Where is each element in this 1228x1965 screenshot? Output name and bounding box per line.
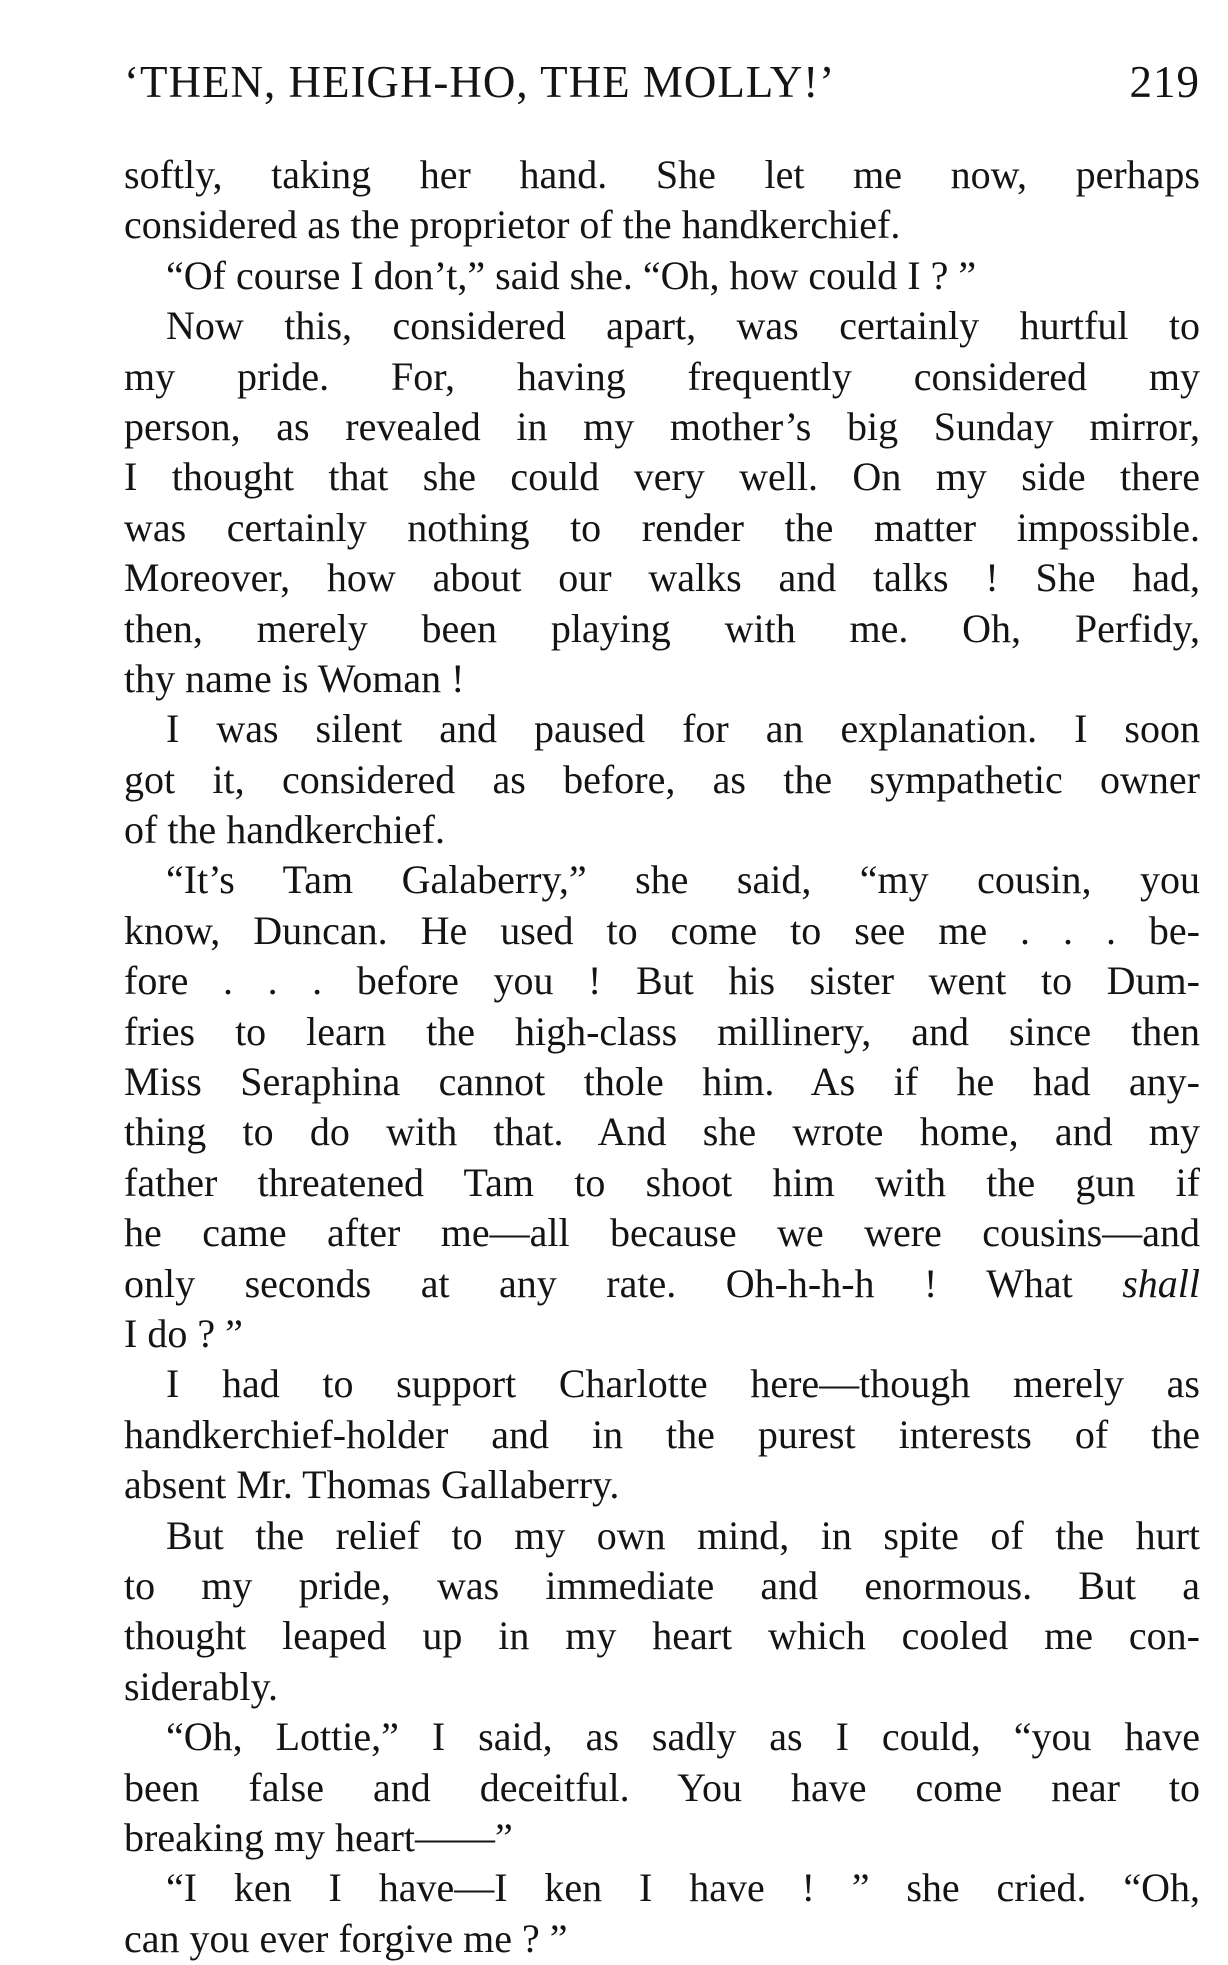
text-line-content: I had to support Charlotte here—though merely as xyxy=(166,1361,1200,1407)
text-line-content: breaking my heart——” xyxy=(124,1814,513,1860)
text-line xyxy=(124,1863,1200,1913)
text-line-content: of the handkerchief. xyxy=(124,807,445,853)
text-line-content: I thought that she could very well. On my side there xyxy=(124,454,1200,500)
text-line-content: absent Mr. Thomas Gallaberry. xyxy=(124,1462,620,1508)
text-line xyxy=(124,1208,1200,1258)
text-line xyxy=(124,1813,1200,1863)
text-line xyxy=(124,150,1200,200)
text-line xyxy=(124,1259,1200,1309)
text-line-content: “Of course I don’t,” said she. “Oh, how could I ? ” xyxy=(166,252,977,298)
text-line-content: know, Duncan. He used to come to see me . . . be- xyxy=(124,907,1200,953)
text-line-content: Miss Seraphina cannot thole him. As if he had any- xyxy=(124,1059,1200,1105)
text-line-content: “Oh, Lottie,” I said, as sadly as I could, “you have xyxy=(166,1714,1200,1760)
text-line-content: considered as the proprietor of the handkerchief. xyxy=(124,202,901,248)
text-line-content: fore . . . before you ! But his sister went to Dum- xyxy=(124,958,1200,1004)
text-line xyxy=(124,805,1200,855)
text-line xyxy=(124,402,1200,452)
text-line xyxy=(124,1107,1200,1157)
text-line xyxy=(124,1359,1200,1409)
book-page xyxy=(124,52,1200,1964)
text-line xyxy=(124,1158,1200,1208)
text-line xyxy=(124,1763,1200,1813)
text-line xyxy=(124,452,1200,502)
text-line-content: “I ken I have—I ken I have ! ” she cried. “Oh, xyxy=(166,1865,1200,1911)
text-line-content: thought leaped up in my heart which cooled me con- xyxy=(124,1613,1200,1659)
text-line xyxy=(124,906,1200,956)
page-number: 219 xyxy=(1129,57,1200,107)
text-line xyxy=(124,956,1200,1006)
text-line-content: person, as revealed in my mother’s big Sunday mirror, xyxy=(124,403,1200,449)
text-line xyxy=(124,704,1200,754)
text-line xyxy=(124,604,1200,654)
text-line-content: Moreover, how about our walks and talks ! She had, xyxy=(124,555,1200,601)
text-line xyxy=(124,1662,1200,1712)
emphasized-word: shall xyxy=(1122,1260,1200,1306)
text-line-content: fries to learn the high-class millinery, and since then xyxy=(124,1008,1200,1054)
text-line xyxy=(124,855,1200,905)
text-line-content: Now this, considered apart, was certainly hurtful to xyxy=(166,303,1200,349)
running-title: ‘THEN, HEIGH-HO, THE MOLLY!’ xyxy=(124,57,836,107)
text-line xyxy=(124,654,1200,704)
text-line-content: he came after me—all because we were cousins—and xyxy=(124,1210,1200,1256)
body-text xyxy=(124,150,1200,1964)
text-line-content: to my pride, was immediate and enormous. But a xyxy=(124,1562,1200,1608)
text-line-content: softly, taking her hand. She let me now, perhaps xyxy=(124,152,1200,197)
text-line xyxy=(124,1057,1200,1107)
text-line-content: was certainly nothing to render the matter impossible. xyxy=(124,504,1200,550)
text-line-content: I was silent and paused for an explanation. I soon xyxy=(166,706,1200,752)
text-line xyxy=(124,1460,1200,1510)
text-line-content: siderably. xyxy=(124,1663,279,1709)
text-line xyxy=(124,301,1200,351)
text-line xyxy=(124,1611,1200,1661)
text-line-content: handkerchief-holder and in the purest interests of the xyxy=(124,1411,1200,1457)
text-line-content: then, merely been playing with me. Oh, Perfidy, xyxy=(124,605,1200,651)
text-line xyxy=(124,200,1200,250)
text-line xyxy=(124,755,1200,805)
text-line xyxy=(124,503,1200,553)
text-line-content: father threatened Tam to shoot him with the gun if xyxy=(124,1159,1200,1205)
text-line-content: got it, considered as before, as the sympathetic owner xyxy=(124,756,1200,802)
text-line xyxy=(124,1712,1200,1762)
text-line-content: my pride. For, having frequently considered my xyxy=(124,353,1200,399)
text-line xyxy=(124,553,1200,603)
text-line-content: thy name is Woman ! xyxy=(124,655,465,701)
text-line xyxy=(124,251,1200,301)
text-line xyxy=(124,1561,1200,1611)
text-line-content: But the relief to my own mind, in spite of the hurt xyxy=(166,1512,1200,1558)
text-line-content: “It’s Tam Galaberry,” she said, “my cousin, you xyxy=(166,857,1200,903)
text-line xyxy=(124,1007,1200,1057)
text-line-content: been false and deceitful. You have come near to xyxy=(124,1764,1200,1810)
text-line xyxy=(124,1410,1200,1460)
text-line-content: thing to do with that. And she wrote home, and my xyxy=(124,1109,1200,1155)
text-line xyxy=(124,1511,1200,1561)
text-line-content: only seconds at any rate. Oh-h-h-h ! What xyxy=(124,1260,1073,1306)
text-line-content: I do ? ” xyxy=(124,1310,243,1356)
text-line-content: can you ever forgive me ? ” xyxy=(124,1915,568,1961)
text-line xyxy=(124,1914,1200,1964)
running-header xyxy=(124,52,1200,112)
text-line xyxy=(124,1309,1200,1359)
text-line xyxy=(124,352,1200,402)
